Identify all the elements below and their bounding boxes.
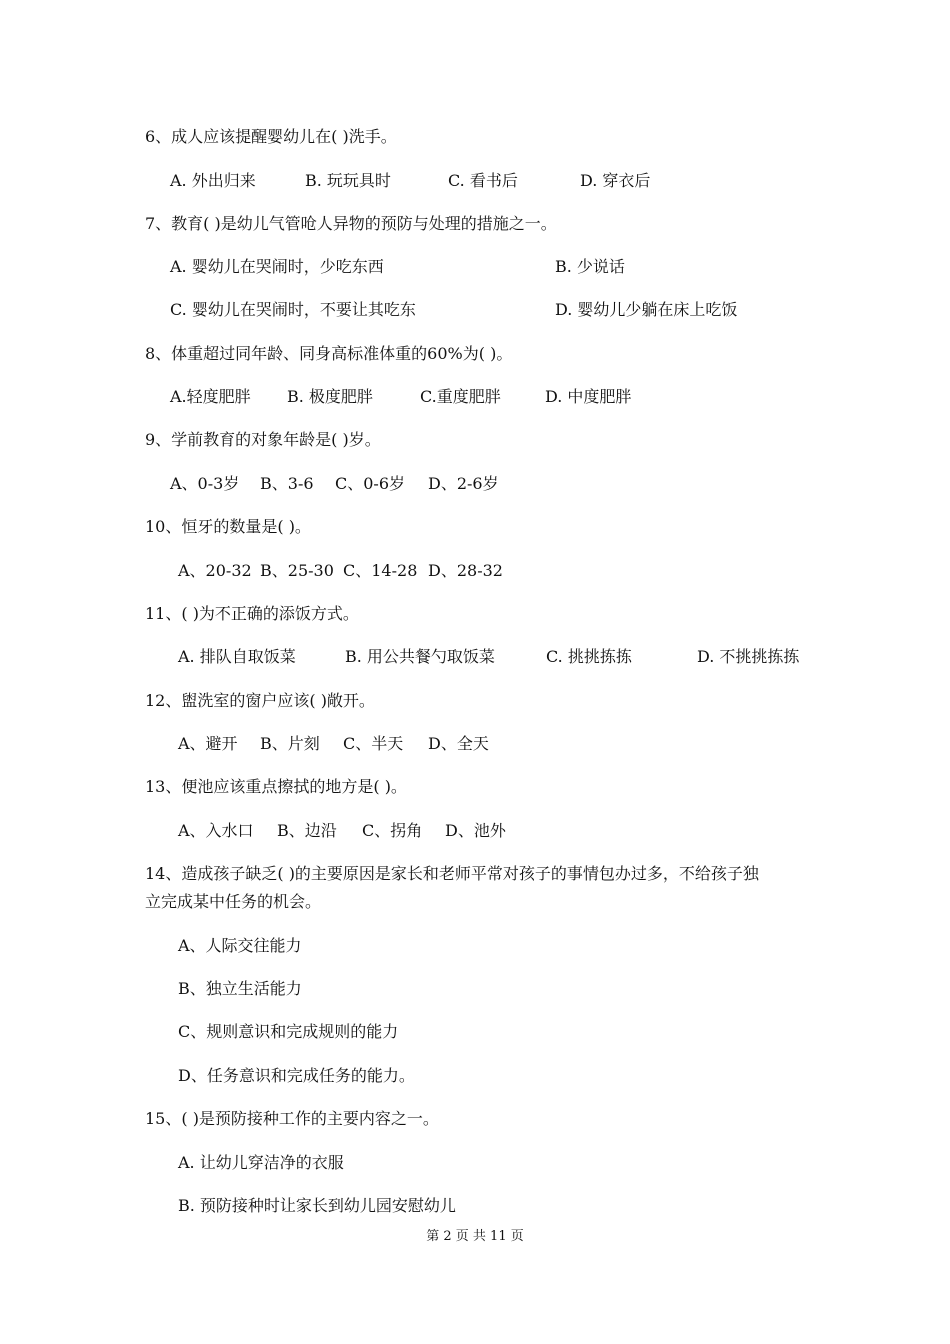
q11-option-c: C. 挑挑拣拣 [546,647,632,666]
q12-option-d: D、全天 [428,734,489,753]
q9-option-a: A、0-3岁 [170,474,240,493]
q13-option-a: A、入水口 [178,821,254,840]
q12-option-b: B、片刻 [260,734,320,753]
question-9: 9、学前教育的对象年龄是( )岁。 [145,430,381,449]
q15-option-b: B. 预防接种时让家长到幼儿园安慰幼儿 [178,1196,456,1215]
q7-option-c: C. 婴幼儿在哭闹时，不要让其吃东 [170,300,416,319]
q14-option-d: D、任务意识和完成任务的能力。 [178,1066,415,1085]
q14-option-b: B、独立生活能力 [178,979,302,998]
q10-option-d: D、28-32 [428,561,503,580]
q13-option-b: B、边沿 [277,821,337,840]
question-8: 8、体重超过同年龄、同身高标准体重的60%为( )。 [145,344,513,363]
q13-option-c: C、拐角 [362,821,423,840]
question-6: 6、成人应该提醒婴幼儿在( )洗手。 [145,127,397,146]
question-7: 7、教育( )是幼儿气管呛人异物的预防与处理的措施之一。 [145,214,557,233]
q6-option-c: C. 看书后 [448,171,518,190]
q7-option-d: D. 婴幼儿少躺在床上吃饭 [555,300,738,319]
q10-option-c: C、14-28 [343,561,418,580]
q8-option-c: C.重度肥胖 [420,387,501,406]
q10-option-b: B、25-30 [260,561,334,580]
question-13: 13、便池应该重点擦拭的地方是( )。 [145,777,407,796]
q12-option-c: C、半天 [343,734,404,753]
q14-option-c: C、规则意识和完成规则的能力 [178,1022,399,1041]
q6-option-d: D. 穿衣后 [580,171,651,190]
q11-option-b: B. 用公共餐勺取饭菜 [345,647,495,666]
question-14-line-1: 14、造成孩子缺乏( )的主要原因是家长和老师平常对孩子的事情包办过多，不给孩子独 [145,864,759,883]
q8-option-a: A.轻度肥胖 [170,387,251,406]
q8-option-d: D. 中度肥胖 [545,387,632,406]
q11-option-a: A. 排队自取饭菜 [178,647,296,666]
q8-option-b: B. 极度肥胖 [287,387,373,406]
question-10: 10、恒牙的数量是( )。 [145,517,311,536]
page-number-footer: 第 2 页 共 11 页 [426,1229,524,1244]
question-14-line-2: 立完成某中任务的机会。 [145,892,322,911]
q7-option-b: B. 少说话 [555,257,625,276]
q14-option-a: A、人际交往能力 [178,936,302,955]
q12-option-a: A、避开 [178,734,238,753]
q7-option-a: A. 婴幼儿在哭闹时，少吃东西 [170,257,384,276]
q15-option-a: A. 让幼儿穿洁净的衣服 [178,1153,344,1172]
q9-option-b: B、3-6 [260,474,314,493]
q6-option-b: B. 玩玩具时 [305,171,391,190]
q13-option-d: D、池外 [445,821,506,840]
q11-option-d: D. 不挑挑拣拣 [697,647,800,666]
question-12: 12、盥洗室的窗户应该( )敞开。 [145,691,375,710]
q10-option-a: A、20-32 [178,561,252,580]
q6-option-a: A. 外出归来 [170,171,256,190]
question-11: 11、( )为不正确的添饭方式。 [145,604,359,623]
q9-option-c: C、0-6岁 [335,474,406,493]
q9-option-d: D、2-6岁 [428,474,499,493]
question-15: 15、( )是预防接种工作的主要内容之一。 [145,1109,439,1128]
